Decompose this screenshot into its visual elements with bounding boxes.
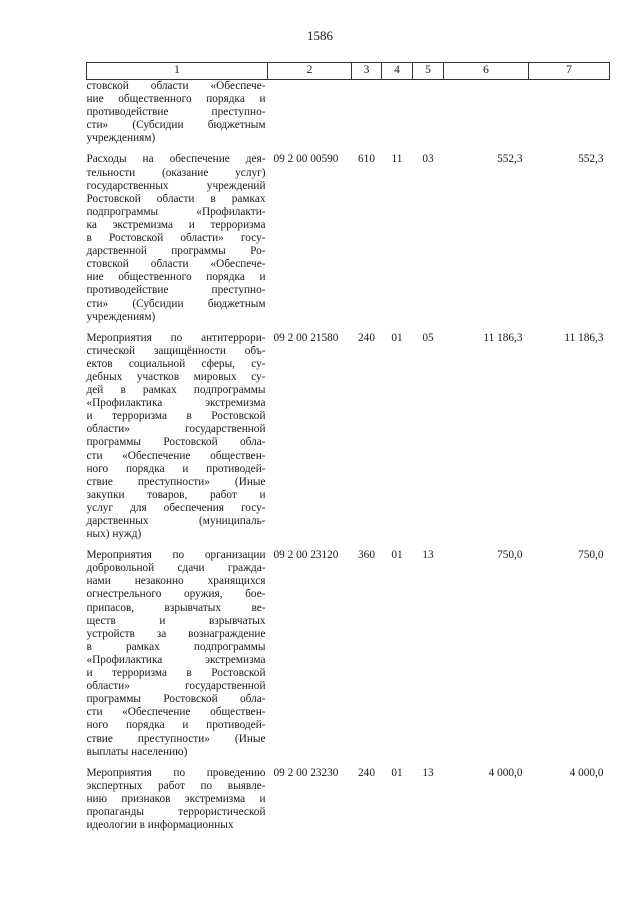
description-line: пропаганды террористической	[86, 805, 266, 818]
description-line: противодействие преступно-	[86, 106, 266, 119]
table-row	[87, 759, 610, 832]
description-line: Ростовской области в рамках	[86, 192, 266, 205]
amount-cell: 11 186,3	[564, 331, 604, 344]
row-description	[87, 541, 268, 759]
description-line: области» государственной	[86, 680, 266, 693]
description-line: Расходы на обеспечение дея-	[86, 153, 266, 166]
section-cell: 01	[391, 331, 403, 344]
description-line: припасов, взрывчатых ве-	[86, 601, 266, 614]
description-line: в рамках подпрограммы	[86, 640, 266, 653]
description-line: нию признаков экстремизма и	[86, 792, 266, 805]
description-line: огнестрельного оружия, бое-	[86, 588, 266, 601]
description-line: ствие преступности» (Иные	[86, 732, 266, 745]
section-cell	[382, 80, 413, 146]
expense-type-cell: 240	[358, 766, 375, 779]
expense-type-cell: 360	[358, 549, 375, 562]
amount-cell: 552,3	[497, 153, 523, 166]
amount-cell: 4 000,0	[569, 766, 604, 779]
description-line: государственных учреждений	[86, 179, 266, 192]
budget-table	[86, 62, 610, 832]
description-line: сти «Обеспечение обществен-	[86, 706, 266, 719]
amount-cell	[529, 80, 610, 146]
description-line: ного порядка и противодей-	[86, 462, 266, 475]
expense-type-cell	[352, 80, 382, 146]
subsection-cell	[413, 80, 444, 146]
description-line: устройств за вознаграждение	[86, 627, 266, 640]
row-description	[87, 80, 268, 146]
description-line: ствие преступности» (Иные	[86, 475, 266, 488]
amount-cell: 750,0	[578, 549, 604, 562]
description-line: ных) нужд)	[86, 528, 142, 541]
description-line: идеологии в информационных	[86, 819, 234, 832]
description-line: добровольной сдачи гражда-	[86, 562, 266, 575]
description-line: сти «Обеспечение обществен-	[86, 449, 266, 462]
description-line: Мероприятия по проведению	[86, 766, 266, 779]
description-line: дарственной программы Ро-	[86, 245, 266, 258]
description-line: «Профилактика экстремизма	[86, 653, 266, 666]
table-row	[87, 541, 610, 759]
table-row	[87, 324, 610, 542]
description-line: противодействие преступно-	[86, 284, 266, 297]
description-line: дебных участков мировых су-	[86, 370, 266, 383]
description-line: «Профилактика экстремизма	[86, 397, 266, 410]
amount-cell: 4 000,0	[488, 766, 523, 779]
description-line: и терроризма в Ростовской	[86, 667, 266, 680]
column-header: 5	[413, 63, 444, 80]
description-line: ектов социальной сферы, су-	[86, 357, 266, 370]
table-header-row	[87, 63, 610, 80]
budget-code-cell	[268, 80, 352, 146]
description-line: стовской области «Обеспече-	[86, 80, 266, 92]
budget-code-cell: 09 2 00 23120	[273, 549, 339, 562]
column-header: 4	[382, 63, 413, 80]
description-line: тельности (оказание услуг)	[86, 166, 266, 179]
description-line: закупки товаров, работ и	[86, 488, 266, 501]
description-line: сти» (Субсидии бюджетным	[86, 297, 266, 310]
expense-type-cell: 610	[358, 153, 375, 166]
description-line: стовской области «Обеспече-	[86, 258, 266, 271]
section-cell: 01	[391, 549, 403, 562]
section-cell: 01	[391, 766, 403, 779]
subsection-cell: 03	[422, 153, 434, 166]
description-line: дарственных (муниципаль-	[86, 515, 266, 527]
description-line: программы Ростовской обла-	[86, 436, 266, 449]
budget-code-cell: 09 2 00 00590	[273, 153, 339, 166]
column-header: 6	[444, 63, 529, 80]
description-line: ние общественного порядка и	[86, 93, 266, 106]
description-line: экспертных работ по выявле-	[86, 779, 266, 792]
description-line: нами незаконно хранящихся	[86, 575, 266, 588]
description-line: дей в рамках подпрограммы	[86, 384, 266, 397]
column-header: 7	[529, 63, 610, 80]
budget-code-cell: 09 2 00 23230	[273, 766, 339, 779]
description-line: подпрограммы «Профилакти-	[86, 205, 266, 218]
description-line: ние общественного порядка и	[86, 271, 266, 284]
column-header: 1	[87, 63, 268, 80]
column-header: 2	[268, 63, 352, 80]
description-line: в Ростовской области» госу-	[86, 232, 266, 245]
description-line: ка экстремизма и терроризма	[86, 218, 266, 231]
description-line: области» государственной	[86, 423, 266, 436]
expense-type-cell: 240	[358, 331, 375, 344]
description-line: учреждениям)	[86, 310, 156, 323]
subsection-cell: 13	[422, 549, 434, 562]
subsection-cell: 13	[422, 766, 434, 779]
description-line: учреждениям)	[86, 132, 156, 145]
description-line: стической защищённости объ-	[86, 344, 266, 357]
amount-cell: 750,0	[497, 549, 523, 562]
budget-code-cell: 09 2 00 21580	[273, 331, 339, 344]
description-line: сти» (Субсидии бюджетным	[86, 119, 266, 132]
description-line: программы Ростовской обла-	[86, 693, 266, 706]
row-description	[87, 759, 268, 832]
row-description	[87, 324, 268, 542]
table-row	[87, 145, 610, 323]
row-description	[87, 145, 268, 323]
description-line: Мероприятия по организации	[86, 549, 266, 562]
table-body	[87, 80, 610, 833]
table-row	[87, 80, 610, 146]
section-cell: 11	[391, 153, 403, 166]
description-line: выплаты населению)	[86, 745, 188, 758]
column-header: 3	[352, 63, 382, 80]
amount-cell	[444, 80, 529, 146]
description-line: ществ и взрывчатых	[86, 614, 266, 627]
amount-cell: 11 186,3	[483, 331, 523, 344]
subsection-cell: 05	[422, 331, 434, 344]
description-line: ного порядка и противодей-	[86, 719, 266, 732]
description-line: Мероприятия по антитеррори-	[86, 331, 266, 344]
page-number: 1586	[307, 28, 333, 43]
amount-cell: 552,3	[578, 153, 604, 166]
description-line: услуг для обеспечения госу-	[86, 501, 266, 514]
description-line: и терроризма в Ростовской	[86, 410, 266, 423]
